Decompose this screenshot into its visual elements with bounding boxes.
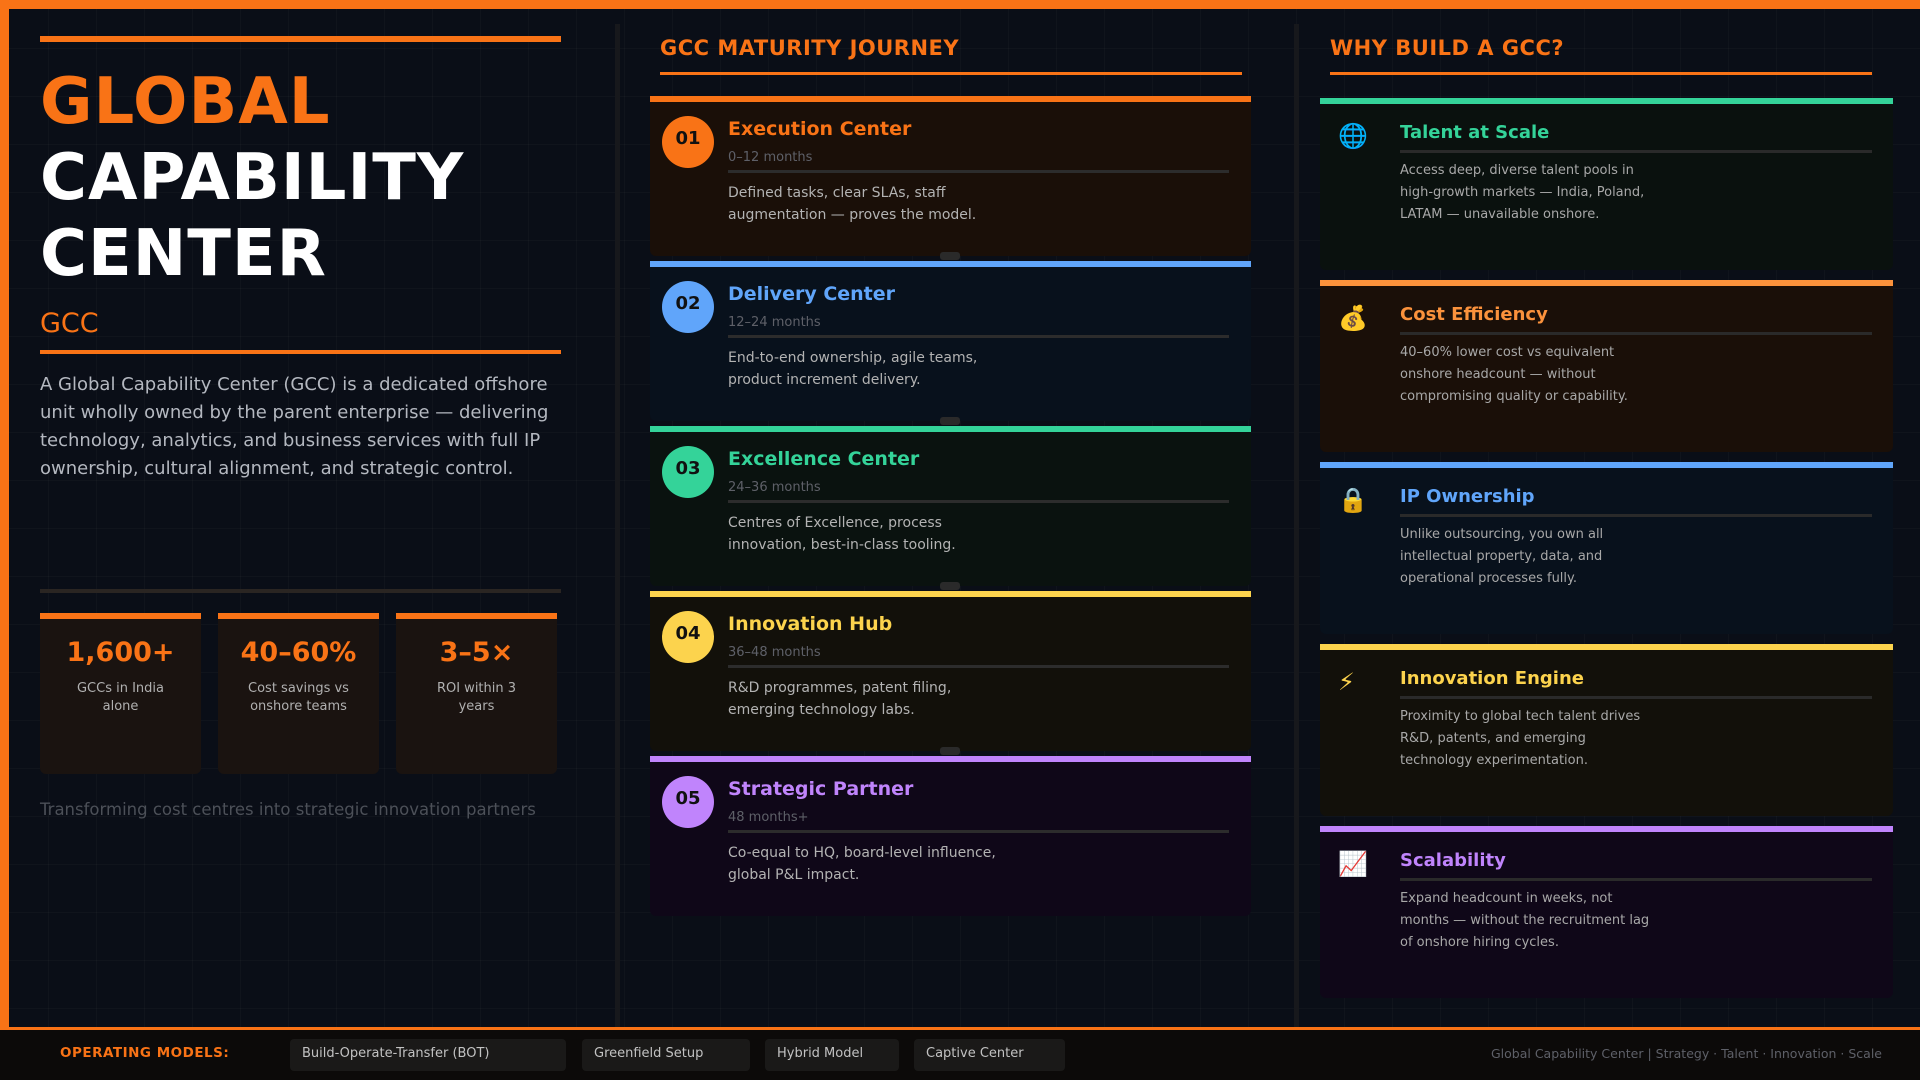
title-line-2: CAPABILITY (40, 141, 465, 215)
stats-row (40, 613, 557, 774)
tagline: Transforming cost centres into strategic innovation partners (40, 800, 536, 819)
reason-card (1320, 280, 1893, 452)
stage-card (650, 591, 1251, 751)
stage-description: Centres of Excellence, process innovation, best-in-class tooling. (728, 515, 956, 553)
stage-connector (940, 747, 960, 755)
stage-card (650, 756, 1251, 916)
money-bag-icon: 💰 (1338, 304, 1368, 332)
stage-card (650, 426, 1251, 586)
why-reasons (1320, 98, 1893, 1008)
lock-icon: 🔒 (1338, 486, 1368, 514)
reason-rule (1400, 514, 1872, 517)
stage-connector (940, 417, 960, 425)
reason-card (1320, 462, 1893, 634)
reason-rule (1400, 150, 1872, 153)
hero-panel (40, 36, 561, 483)
frame-top-bar (0, 0, 1920, 9)
title-line-3: CENTER (40, 217, 327, 291)
model-chip-captive[interactable]: Captive Center (914, 1039, 1065, 1071)
model-chip-bot[interactable]: Build-Operate-Transfer (BOT) (290, 1039, 566, 1071)
page-title (40, 64, 561, 292)
subtitle-rule (40, 350, 561, 354)
stat-value: 3–5× (439, 637, 514, 668)
stage-duration: 12–24 months (728, 315, 821, 330)
stat-card (40, 613, 201, 774)
operating-models-label: OPERATING MODELS: (60, 1045, 230, 1061)
stat-card (218, 613, 379, 774)
reason-description: Proximity to global tech talent drives R&D, patents, and emerging technology experimentation. (1400, 709, 1641, 768)
reason-name: Innovation Engine (1400, 668, 1584, 689)
stage-rule (728, 665, 1229, 668)
stage-duration: 24–36 months (728, 480, 821, 495)
stage-number-badge: 01 (662, 116, 714, 168)
stage-connector (940, 582, 960, 590)
page-subtitle: GCC (40, 308, 99, 339)
stat-value: 40–60% (240, 637, 357, 668)
journey-title: GCC MATURITY JOURNEY (660, 36, 960, 60)
stage-number-badge: 05 (662, 776, 714, 828)
journey-title-rule (660, 72, 1242, 75)
model-chip-hybrid[interactable]: Hybrid Model (765, 1039, 899, 1071)
reason-name: Talent at Scale (1400, 122, 1550, 143)
reason-card (1320, 826, 1893, 998)
stage-duration: 36–48 months (728, 645, 821, 660)
maturity-journey (650, 96, 1251, 921)
stage-name: Delivery Center (728, 283, 896, 305)
stage-rule (728, 500, 1229, 503)
stat-card (396, 613, 557, 774)
chart-up-icon: 📈 (1338, 850, 1368, 878)
column-divider (1294, 24, 1299, 1029)
stage-name: Innovation Hub (728, 613, 893, 635)
why-title-rule (1330, 72, 1872, 75)
stage-description: Co-equal to HQ, board-level influence, global P&L impact. (728, 845, 996, 883)
stage-card (650, 96, 1251, 256)
stage-description: Defined tasks, clear SLAs, staff augmentation — proves the model. (728, 185, 977, 223)
stage-duration: 48 months+ (728, 810, 809, 825)
stat-label: ROI within 3 years (436, 681, 517, 714)
stage-description: End-to-end ownership, agile teams, product increment delivery. (728, 350, 978, 388)
hero-description: A Global Capability Center (GCC) is a dedicated offshore unit wholly owned by the parent enterprise — delivering technology, analytics, and business services with full IP ownership, cultural alignment, and strategic control. (40, 374, 549, 479)
stage-connector (940, 252, 960, 260)
stage-number-badge: 03 (662, 446, 714, 498)
reason-rule (1400, 696, 1872, 699)
operating-models-bar (0, 1027, 1920, 1080)
reason-description: Unlike outsourcing, you own all intellectual property, data, and operational processes fully. (1400, 527, 1604, 586)
stat-label: Cost savings vs onshore teams (248, 681, 349, 714)
reason-description: 40–60% lower cost vs equivalent onshore headcount — without compromising quality or capability. (1400, 345, 1628, 404)
stage-rule (728, 335, 1229, 338)
globe-icon: 🌐 (1338, 122, 1368, 150)
stage-name: Execution Center (728, 118, 912, 140)
stage-number-badge: 02 (662, 281, 714, 333)
reason-card (1320, 98, 1893, 270)
title-line-1: GLOBAL (40, 65, 331, 139)
stage-duration: 0–12 months (728, 150, 813, 165)
stat-value: 1,600+ (66, 637, 175, 668)
stage-name: Strategic Partner (728, 778, 914, 800)
reason-card (1320, 644, 1893, 816)
model-chip-greenfield[interactable]: Greenfield Setup (582, 1039, 750, 1071)
reason-name: Scalability (1400, 850, 1506, 871)
column-divider (615, 24, 620, 1029)
frame-left-bar (0, 0, 9, 1030)
stat-label: GCCs in India alone (76, 681, 165, 714)
reason-description: Access deep, diverse talent pools in high-growth markets — India, Poland, LATAM — unavailable onshore. (1400, 163, 1645, 222)
lightning-icon: ⚡ (1338, 668, 1355, 696)
stage-card (650, 261, 1251, 421)
stage-name: Excellence Center (728, 448, 920, 470)
stats-divider (40, 589, 561, 593)
reason-rule (1400, 332, 1872, 335)
hero-top-rule (40, 36, 561, 42)
reason-rule (1400, 878, 1872, 881)
stage-rule (728, 830, 1229, 833)
footer-text: Global Capability Center | Strategy · Talent · Innovation · Scale (1490, 1046, 1882, 1061)
reason-name: IP Ownership (1400, 486, 1535, 507)
stage-description: R&D programmes, patent filing, emerging technology labs. (728, 680, 952, 718)
reason-description: Expand headcount in weeks, not months — without the recruitment lag of onshore hiring cycles. (1400, 891, 1650, 950)
reason-name: Cost Efficiency (1400, 304, 1548, 325)
stage-number-badge: 04 (662, 611, 714, 663)
why-title: WHY BUILD A GCC? (1330, 36, 1565, 60)
stage-rule (728, 170, 1229, 173)
